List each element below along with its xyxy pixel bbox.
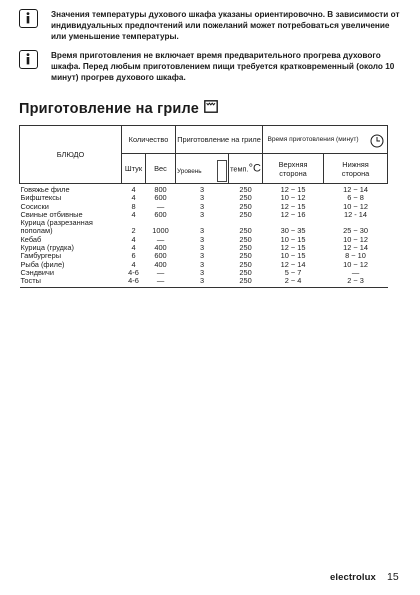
shelf-levels-icon (217, 160, 227, 184)
cell-dish: Сэндвичи (20, 267, 55, 277)
col-temp-label: темп. (230, 164, 249, 174)
cell-temp: 250 (239, 234, 252, 244)
cell-level: 3 (199, 193, 205, 203)
cell-temp: 250 (239, 276, 252, 286)
grill-table-body (20, 184, 388, 288)
cell-dish: Кебаб (20, 234, 42, 244)
cell-temp: 250 (239, 185, 252, 194)
cell-temp: 250 (239, 243, 252, 253)
cell-top: 12 ~ 15 (280, 243, 306, 253)
cell-weight: — (156, 201, 165, 211)
table-row (20, 277, 388, 287)
cell-dish: Свиные отбивные (20, 209, 83, 219)
col-level-label: Уровень (177, 168, 202, 175)
note-temperature (19, 9, 404, 43)
cell-top: 12 ~ 15 (280, 201, 306, 211)
cell-level: 3 (199, 243, 205, 253)
cell-bottom: 6 ~ 8 (347, 193, 364, 203)
cell-pieces: 8 (131, 201, 136, 211)
cell-bottom: 10 ~ 12 (343, 201, 368, 211)
cell-top: 12 ~ 15 (280, 185, 306, 194)
clock-icon (370, 134, 384, 150)
cell-bottom: 12 ~ 14 (343, 185, 368, 194)
cell-pieces: 4 (131, 209, 136, 219)
cell-dish: Курица (разрезанная (20, 218, 93, 228)
cell-temp: 250 (239, 267, 252, 277)
section-title-text: Приготовление на гриле (19, 100, 200, 117)
cell-weight: 600 (154, 209, 167, 219)
cell-level: 3 (199, 259, 205, 269)
cell-dish: пополам) (20, 226, 53, 236)
brand-logo: electrolux (330, 572, 376, 583)
cell-top: 12 ~ 16 (280, 209, 306, 219)
cell-pieces: 4-6 (128, 267, 139, 277)
cell-top: 2 ~ 4 (284, 276, 302, 286)
section-title (19, 100, 218, 117)
page-number: 15 (387, 571, 399, 583)
cell-pieces: 4 (131, 185, 136, 194)
col-time (263, 126, 388, 154)
cell-bottom: 12 ~ 14 (343, 243, 368, 253)
col-level (176, 154, 229, 184)
cell-temp: 250 (239, 209, 252, 219)
grill-icon (204, 100, 218, 117)
cell-temp: 250 (239, 226, 252, 236)
cell-pieces: 4 (131, 193, 136, 203)
cell-level: 3 (199, 201, 205, 211)
cell-top: 5 ~ 7 (284, 267, 302, 277)
cell-dish: Гамбургеры (20, 251, 62, 261)
cell-dish: Рыба (филе) (20, 259, 65, 269)
cell-pieces: 6 (131, 251, 136, 261)
note-text: Время приготовления не включает время предварительного прогрева духового шкафа. Перед любым приготовлением пищи требуется кратковременный (около 10 минут) прогрев духового шкафа. (51, 51, 395, 83)
cell-level: 3 (199, 251, 205, 261)
cell-level: 3 (199, 226, 205, 236)
cell-bottom: 25 ~ 30 (343, 226, 368, 236)
col-weight: Вес (146, 154, 176, 184)
col-top-side-label: Верхняя сторона (278, 159, 308, 178)
cell-pieces: 4 (131, 259, 136, 269)
note-text: Значения температуры духового шкафа указаны ориентировочно. В зависимости от индивидуальных предпочтений или пожеланий может потребоваться увеличение или уменьшение температуры. (51, 10, 400, 42)
cell-top: 30 ~ 35 (280, 226, 306, 236)
cell-bottom: 2 ~ 3 (347, 276, 364, 286)
cell-weight: — (156, 276, 165, 286)
cell-weight: 400 (154, 259, 167, 269)
col-dish: БЛЮДО (20, 126, 122, 184)
cell-temp: 250 (239, 251, 252, 261)
col-temp (229, 154, 263, 184)
note-preheat (19, 50, 404, 84)
cell-bottom: 12 - 14 (344, 209, 368, 219)
cell-bottom: 10 ~ 12 (343, 259, 368, 269)
cell-temp: 250 (239, 193, 252, 203)
cell-top: 10 ~ 15 (280, 234, 306, 244)
cell-weight: 400 (154, 243, 167, 253)
cell-level: 3 (199, 267, 205, 277)
col-cooking: Приготовление на гриле (176, 126, 263, 154)
cell-dish: Сосиски (20, 201, 49, 211)
col-bottom-side (324, 154, 388, 184)
cell-pieces: 4 (131, 234, 136, 244)
cell-top: 10 ~ 12 (280, 193, 306, 203)
col-temp-unit: °C (248, 162, 261, 175)
info-icon (19, 50, 38, 69)
cell-pieces: 2 (131, 226, 136, 236)
cell-weight: 1000 (152, 226, 169, 236)
cell-weight: 600 (154, 193, 167, 203)
cell-top: 10 ~ 15 (280, 251, 306, 261)
cell-dish: Бифштексы (20, 193, 62, 203)
cell-bottom: — (351, 267, 360, 277)
col-time-label: Время приготовления (минут) (267, 136, 359, 144)
col-quantity: Количество (122, 126, 176, 154)
col-top-side (263, 154, 324, 184)
cell-top: 12 ~ 14 (280, 259, 306, 269)
col-bottom-side-label: Нижняя сторона (341, 159, 370, 178)
cell-weight: — (156, 234, 165, 244)
cell-level: 3 (199, 234, 205, 244)
cell-bottom: 10 ~ 12 (343, 234, 368, 244)
info-icon (19, 9, 38, 28)
cell-level: 3 (199, 185, 205, 194)
cell-dish: Говяжье филе (20, 185, 70, 194)
grill-table (19, 125, 388, 288)
cell-temp: 250 (239, 259, 252, 269)
cell-pieces: 4-6 (128, 276, 139, 286)
col-pieces: Штук (122, 154, 146, 184)
cell-pieces: 4 (131, 243, 136, 253)
cell-level: 3 (199, 209, 205, 219)
cell-level: 3 (199, 276, 205, 286)
cell-weight: — (156, 267, 165, 277)
cell-temp: 250 (239, 201, 252, 211)
cell-dish: Курица (грудка) (20, 243, 74, 253)
cell-bottom: 8 ~ 10 (345, 251, 366, 261)
cell-dish: Тосты (20, 276, 41, 286)
cell-weight: 800 (154, 185, 167, 194)
cell-weight: 600 (154, 251, 167, 261)
